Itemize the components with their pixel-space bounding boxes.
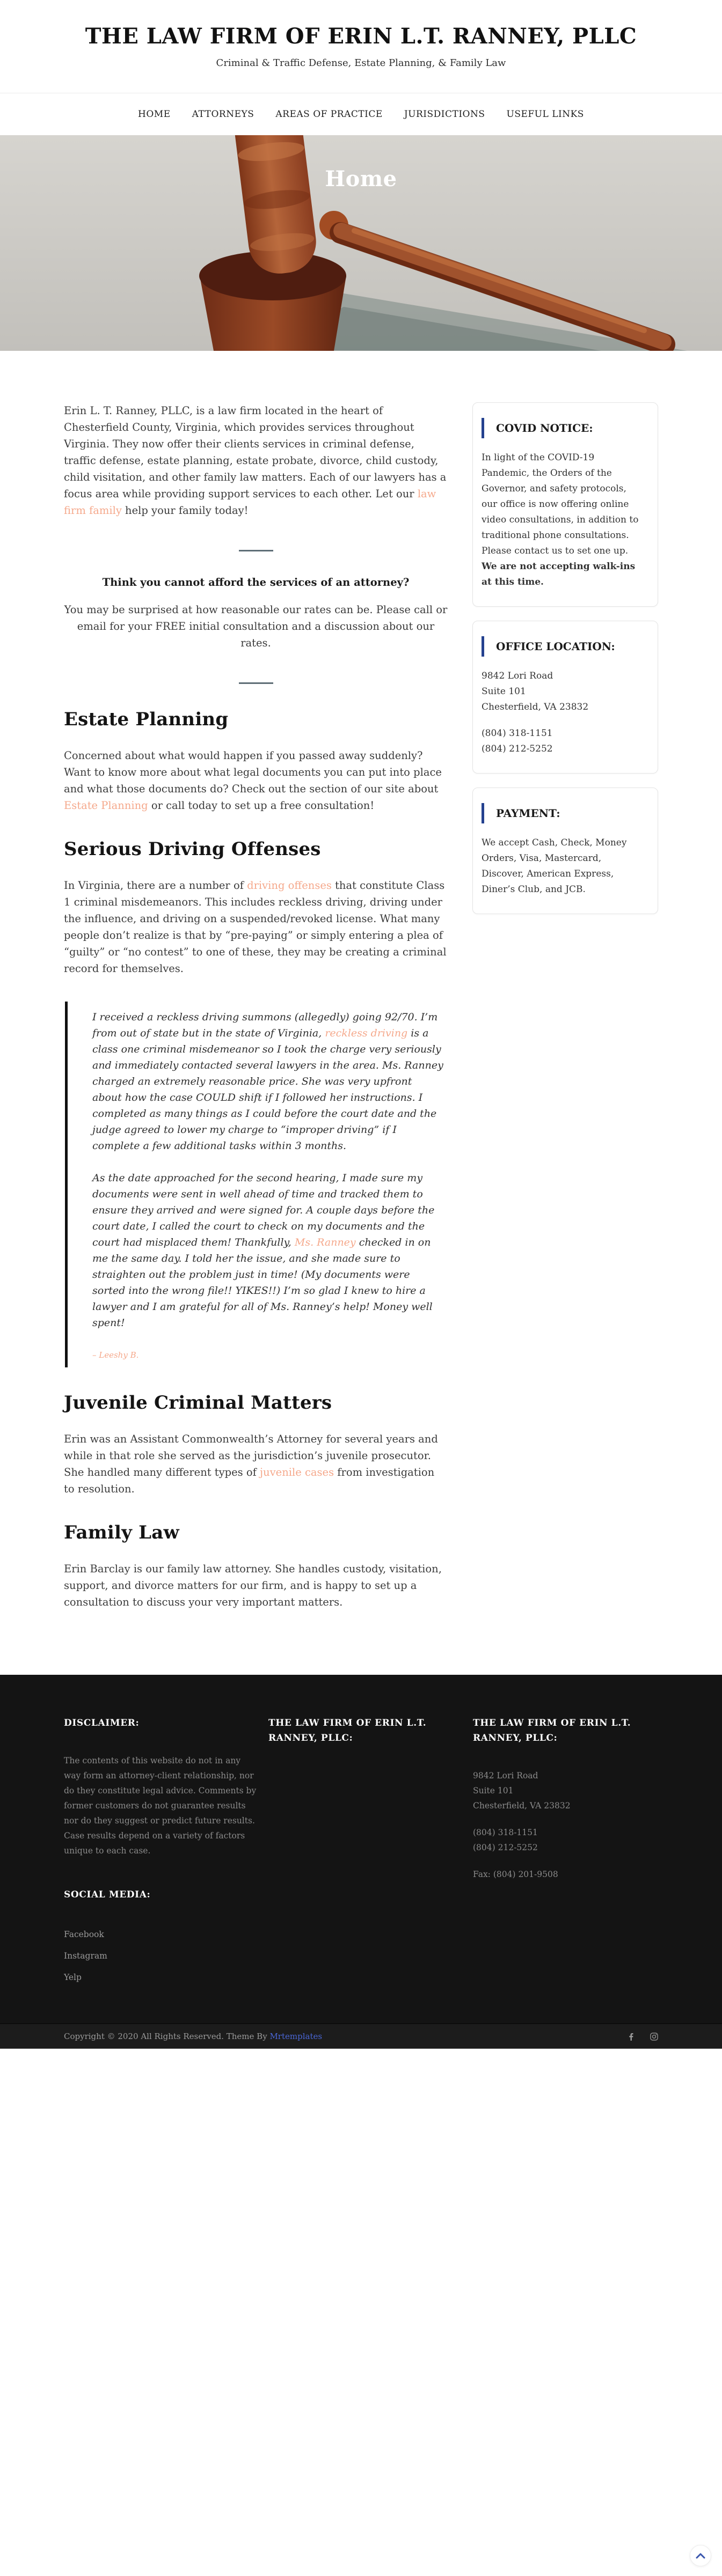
copyright-bar — [0, 2023, 722, 2049]
family-law-paragraph: Erin Barclay is our family law attorney. She handles custody, visitation, support, and divorce matters for our firm, and is happy to set up a consultation to discuss your very important matters. — [64, 1563, 442, 1608]
office-phone: (804) 212-5252 — [482, 744, 553, 754]
footer-address-line: Chesterfield, VA 23832 — [473, 1801, 571, 1810]
law-firm-family-link[interactable]: law firm family — [64, 488, 436, 517]
payment-title: PAYMENT: — [482, 803, 641, 823]
section-divider — [239, 550, 273, 551]
footer-phone: (804) 212-5252 — [473, 1843, 538, 1852]
intro-paragraph: Erin L. T. Ranney, PLLC, is a law firm located in the heart of Chesterfield County, Virginia, which provides services throughout Virginia. They now offer their clients services in criminal defense, traffic defense, estate planning, estate probate, divorce, child custody, child visitation, and other family law matters. Each of our lawyers has a focus area while providing support services to each other. Let our law firm family help your family today! — [64, 404, 447, 517]
serious-driving-heading: Serious Driving Offenses — [64, 838, 321, 860]
main-nav — [0, 93, 722, 135]
covid-bold-note: We are not accepting walk-ins at this time. — [482, 561, 636, 587]
site-footer — [0, 1675, 722, 2049]
covid-notice-card — [472, 402, 658, 607]
sidebar — [472, 402, 658, 928]
office-address-line: Chesterfield, VA 23832 — [482, 702, 589, 712]
hero-banner — [0, 135, 722, 351]
footer-contact-column — [473, 1716, 658, 1991]
footer-address-line: 9842 Lori Road — [473, 1771, 538, 1780]
payment-card — [472, 787, 658, 914]
site-title: THE LAW FIRM OF ERIN L.T. RANNEY, PLLC — [85, 24, 637, 49]
bottom-whitespace — [0, 2049, 722, 2576]
facebook-icon[interactable] — [627, 2033, 635, 2041]
nav-item-areas-of-practice[interactable]: AREAS OF PRACTICE — [275, 109, 383, 120]
chevron-up-icon — [695, 2552, 706, 2559]
covid-notice-title: COVID NOTICE: — [482, 418, 641, 438]
estate-planning-paragraph: Concerned about what would happen if you passed away suddenly? Want to know more about what legal documents you can put into place and what those documents do? Check out the section of our site about Estate Planning or call today to set up a free consultation! — [64, 749, 442, 812]
instagram-link[interactable]: Instagram — [64, 1951, 107, 1961]
testimonial-paragraph-1: I received a reckless driving summons (allegedly) going 92/70. I’m from out of state but in the state of Virginia, reckless driving is a class one criminal misdemeanor so I took the charge very seriously and immediately contacted several lawyers in the area. Ms. Ranney charged an extremely reasonable price. She was very upfront about how the case COULD shift if I followed her instructions. I completed as many things as I could before the court date and the judge agreed to lower my charge to “improper driving” if I complete a few additional tasks within 3 months. — [92, 1011, 443, 1152]
covid-notice-body: In light of the COVID-19 Pandemic, the Orders of the Governor, and safety protocols, our office is now offering online video consultations, in addition to traditional phone consultations. Please contact us to set one up. We are not accepting walk-ins at this time. — [482, 452, 639, 587]
juvenile-paragraph: Erin was an Assistant Commonwealth’s Attorney for several years and while in that role she served as the jurisdiction’s juvenile prosecutor. She handled many different types of juvenile cases from investigation to resolution. — [64, 1433, 438, 1495]
disclaimer-body: The contents of this website do not in any way form an attorney-client relationship, nor do they constitute legal advice. Comments by former customers do not guarantee results nor do they suggest or predict future results. Case results depend on a variety of factors unique to each case. — [64, 1756, 257, 1856]
family-law-heading: Family Law — [64, 1522, 179, 1543]
facebook-link[interactable]: Facebook — [64, 1930, 104, 1939]
content-area — [0, 351, 722, 1675]
office-phone: (804) 318-1151 — [482, 728, 553, 739]
estate-planning-heading: Estate Planning — [64, 709, 229, 730]
office-address-line: Suite 101 — [482, 686, 526, 697]
yelp-link[interactable]: Yelp — [64, 1973, 82, 1982]
firm-contact-heading: THE LAW FIRM OF ERIN L.T. RANNEY, PLLC: — [473, 1718, 631, 1743]
nav-item-home[interactable]: HOME — [138, 109, 171, 120]
driving-offenses-link[interactable]: driving offenses — [247, 879, 332, 892]
testimonial-paragraph-2: As the date approached for the second hearing, I made sure my documents were sent in well ahead of time and tracked them to ensure they arrived and were signed for. A couple days before the court date, I called the court to check on my documents and the court had misplaced them! Thankfully, Ms. Ranney checked in on me the same day. I told her the issue, and she made sure to straighten out the problem just in time! (My documents were sorted into the wrong file!! YIKES!!) I’m so glad I knew to hire a lawyer and I am grateful for all of Ms. Ranney’s help! Money well spent! — [92, 1172, 435, 1329]
social-media-heading: SOCIAL MEDIA: — [64, 1889, 151, 1900]
firm-heading: THE LAW FIRM OF ERIN L.T. RANNEY, PLLC: — [268, 1718, 427, 1743]
footer-firm-column — [268, 1716, 473, 1991]
ms-ranney-link[interactable]: Ms. Ranney — [294, 1237, 356, 1248]
instagram-icon[interactable] — [650, 2033, 658, 2041]
serious-driving-paragraph: In Virginia, there are a number of driving offenses that constitute Class 1 criminal misdemeanors. This includes reckless driving, driving under the influence, and driving on a suspended/revoked license. What many people don’t realize is that by “pre-paying” or simply entering a plea of “guilty” or “no contest” to one of these, they may be creating a criminal record for themselves. — [64, 879, 447, 975]
site-tagline: Criminal & Traffic Defense, Estate Planning, & Family Law — [216, 57, 506, 69]
accent-bar — [482, 418, 484, 438]
client-testimonial — [65, 1002, 448, 1367]
juvenile-cases-link[interactable]: juvenile cases — [260, 1466, 334, 1478]
afford-question: Think you cannot afford the services of an attorney? — [102, 576, 410, 588]
nav-item-jurisdictions[interactable]: JURISDICTIONS — [404, 109, 485, 120]
payment-body: We accept Cash, Check, Money Orders, Visa, Mastercard, Discover, American Express, Diner’s Club, and JCB. — [482, 837, 627, 895]
office-location-card — [472, 621, 658, 774]
page-title: Home — [325, 166, 397, 192]
office-location-title: OFFICE LOCATION: — [482, 636, 641, 657]
nav-item-attorneys[interactable]: ATTORNEYS — [192, 109, 254, 120]
theme-author-link[interactable]: Mrtemplates — [269, 2032, 323, 2041]
footer-phone: (804) 318-1151 — [473, 1828, 538, 1837]
juvenile-heading: Juvenile Criminal Matters — [64, 1392, 332, 1414]
site-header — [0, 0, 722, 93]
copyright-text: Copyright © 2020 All Rights Reserved. Theme By Mrtemplates — [64, 2032, 323, 2041]
scroll-to-top-button[interactable] — [690, 2545, 711, 2566]
reckless-driving-link[interactable]: reckless driving — [325, 1027, 408, 1039]
accent-bar — [482, 803, 484, 823]
office-address-line: 9842 Lori Road — [482, 671, 553, 681]
accent-bar — [482, 636, 484, 657]
main-column — [64, 402, 448, 1625]
section-divider — [239, 682, 273, 684]
footer-fax: Fax: (804) 201-9508 — [473, 1870, 558, 1879]
footer-address-line: Suite 101 — [473, 1786, 514, 1795]
footer-disclaimer-column — [64, 1716, 268, 1991]
nav-item-useful-links[interactable]: USEFUL LINKS — [506, 109, 584, 120]
estate-planning-link[interactable]: Estate Planning — [64, 799, 148, 812]
testimonial-citation: – Leeshy B. — [92, 1350, 139, 1360]
disclaimer-heading: DISCLAIMER: — [64, 1718, 140, 1728]
afford-body: You may be surprised at how reasonable our rates can be. Please call or email for your FREE initial consultation and a discussion about our rates. — [64, 603, 448, 649]
